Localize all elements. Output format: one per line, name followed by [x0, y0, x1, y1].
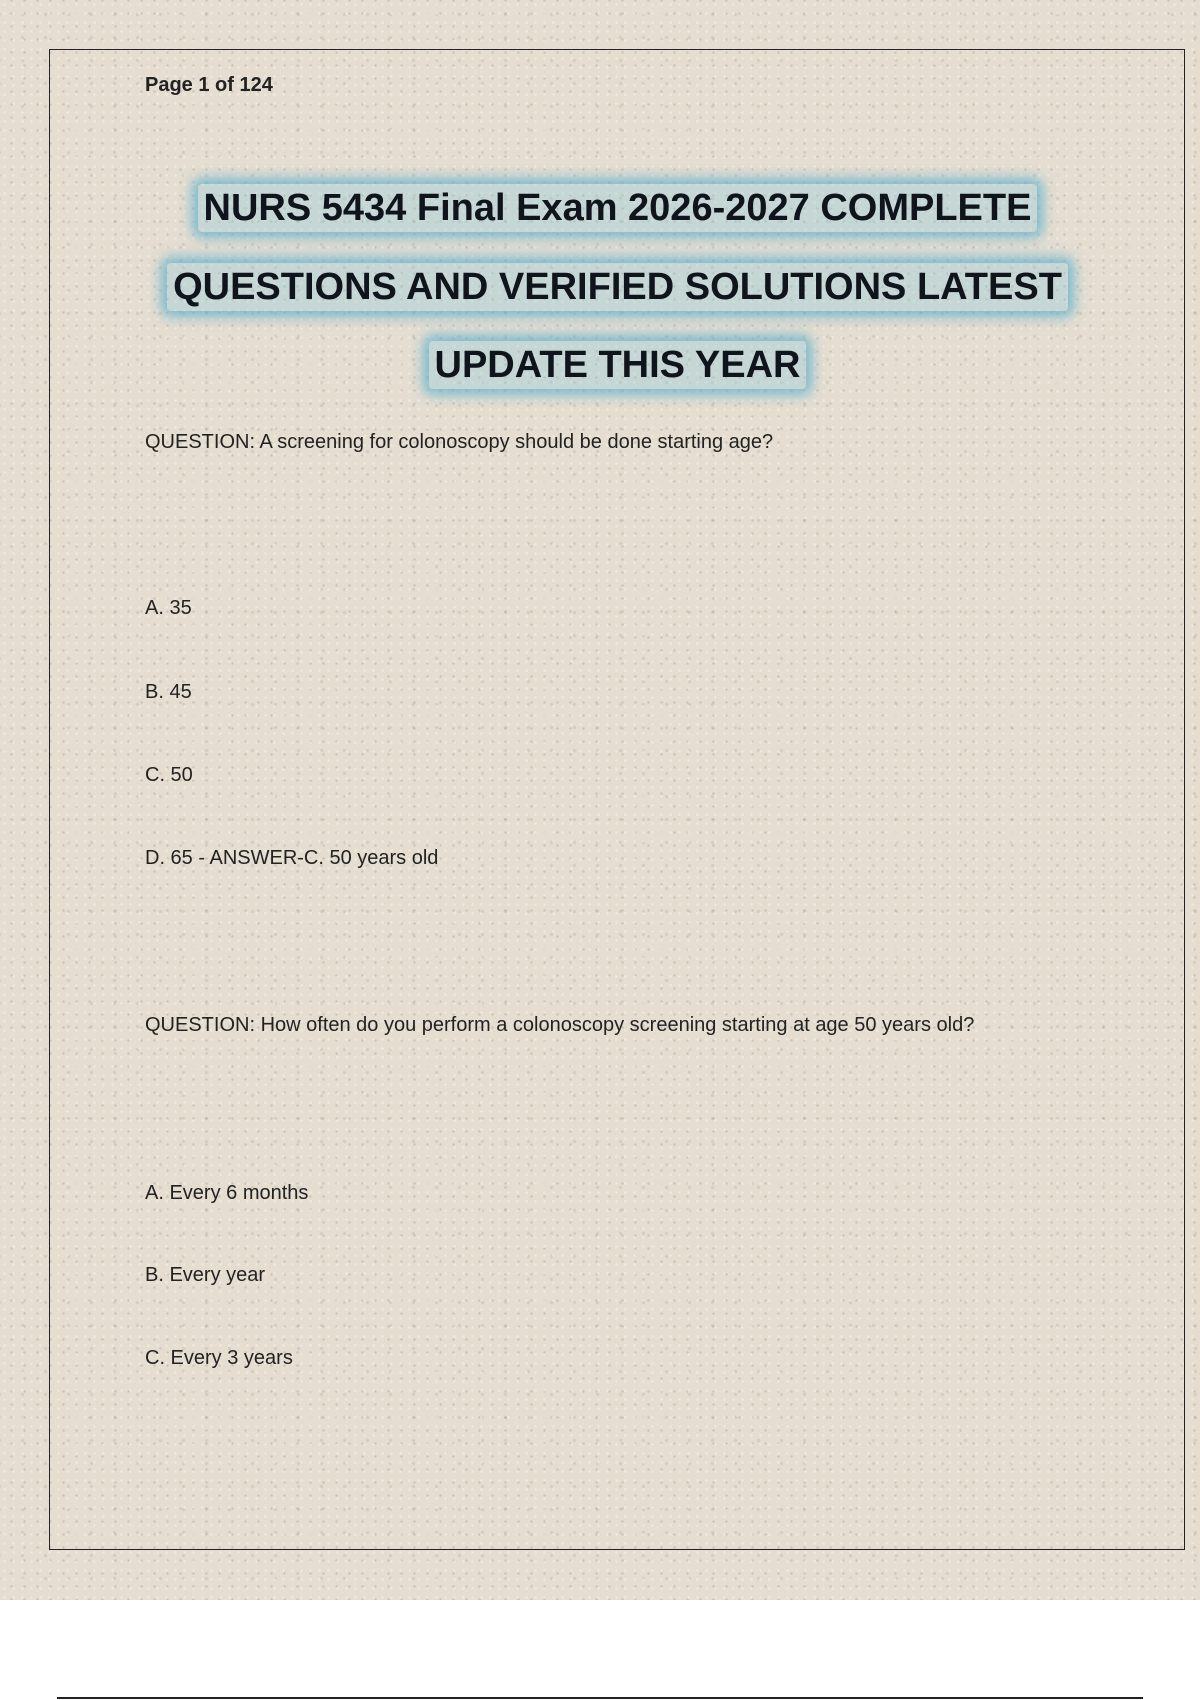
answer-option: B. 45 — [145, 681, 192, 703]
document-title-line-1: NURS 5434 Final Exam 2026-2027 COMPLETE — [100, 184, 1135, 232]
page-number: Page 1 of 124 — [145, 74, 273, 96]
answer-option: A. 35 — [145, 597, 192, 619]
document-title-line-3: UPDATE THIS YEAR — [100, 341, 1135, 389]
answer-option-with-answer: D. 65 - ANSWER-C. 50 years old — [145, 847, 439, 869]
answer-option: A. Every 6 months — [145, 1182, 309, 1204]
document-title-line-2: QUESTIONS AND VERIFIED SOLUTIONS LATEST — [100, 263, 1135, 311]
bottom-divider-line — [57, 1697, 1143, 1699]
answer-option: C. 50 — [145, 764, 193, 786]
question-text: QUESTION: How often do you perform a colonoscopy screening starting at age 50 years old? — [145, 1014, 975, 1036]
answer-option: C. Every 3 years — [145, 1347, 293, 1369]
question-text: QUESTION: A screening for colonoscopy should be done starting age? — [145, 431, 774, 453]
answer-option: B. Every year — [145, 1264, 266, 1286]
